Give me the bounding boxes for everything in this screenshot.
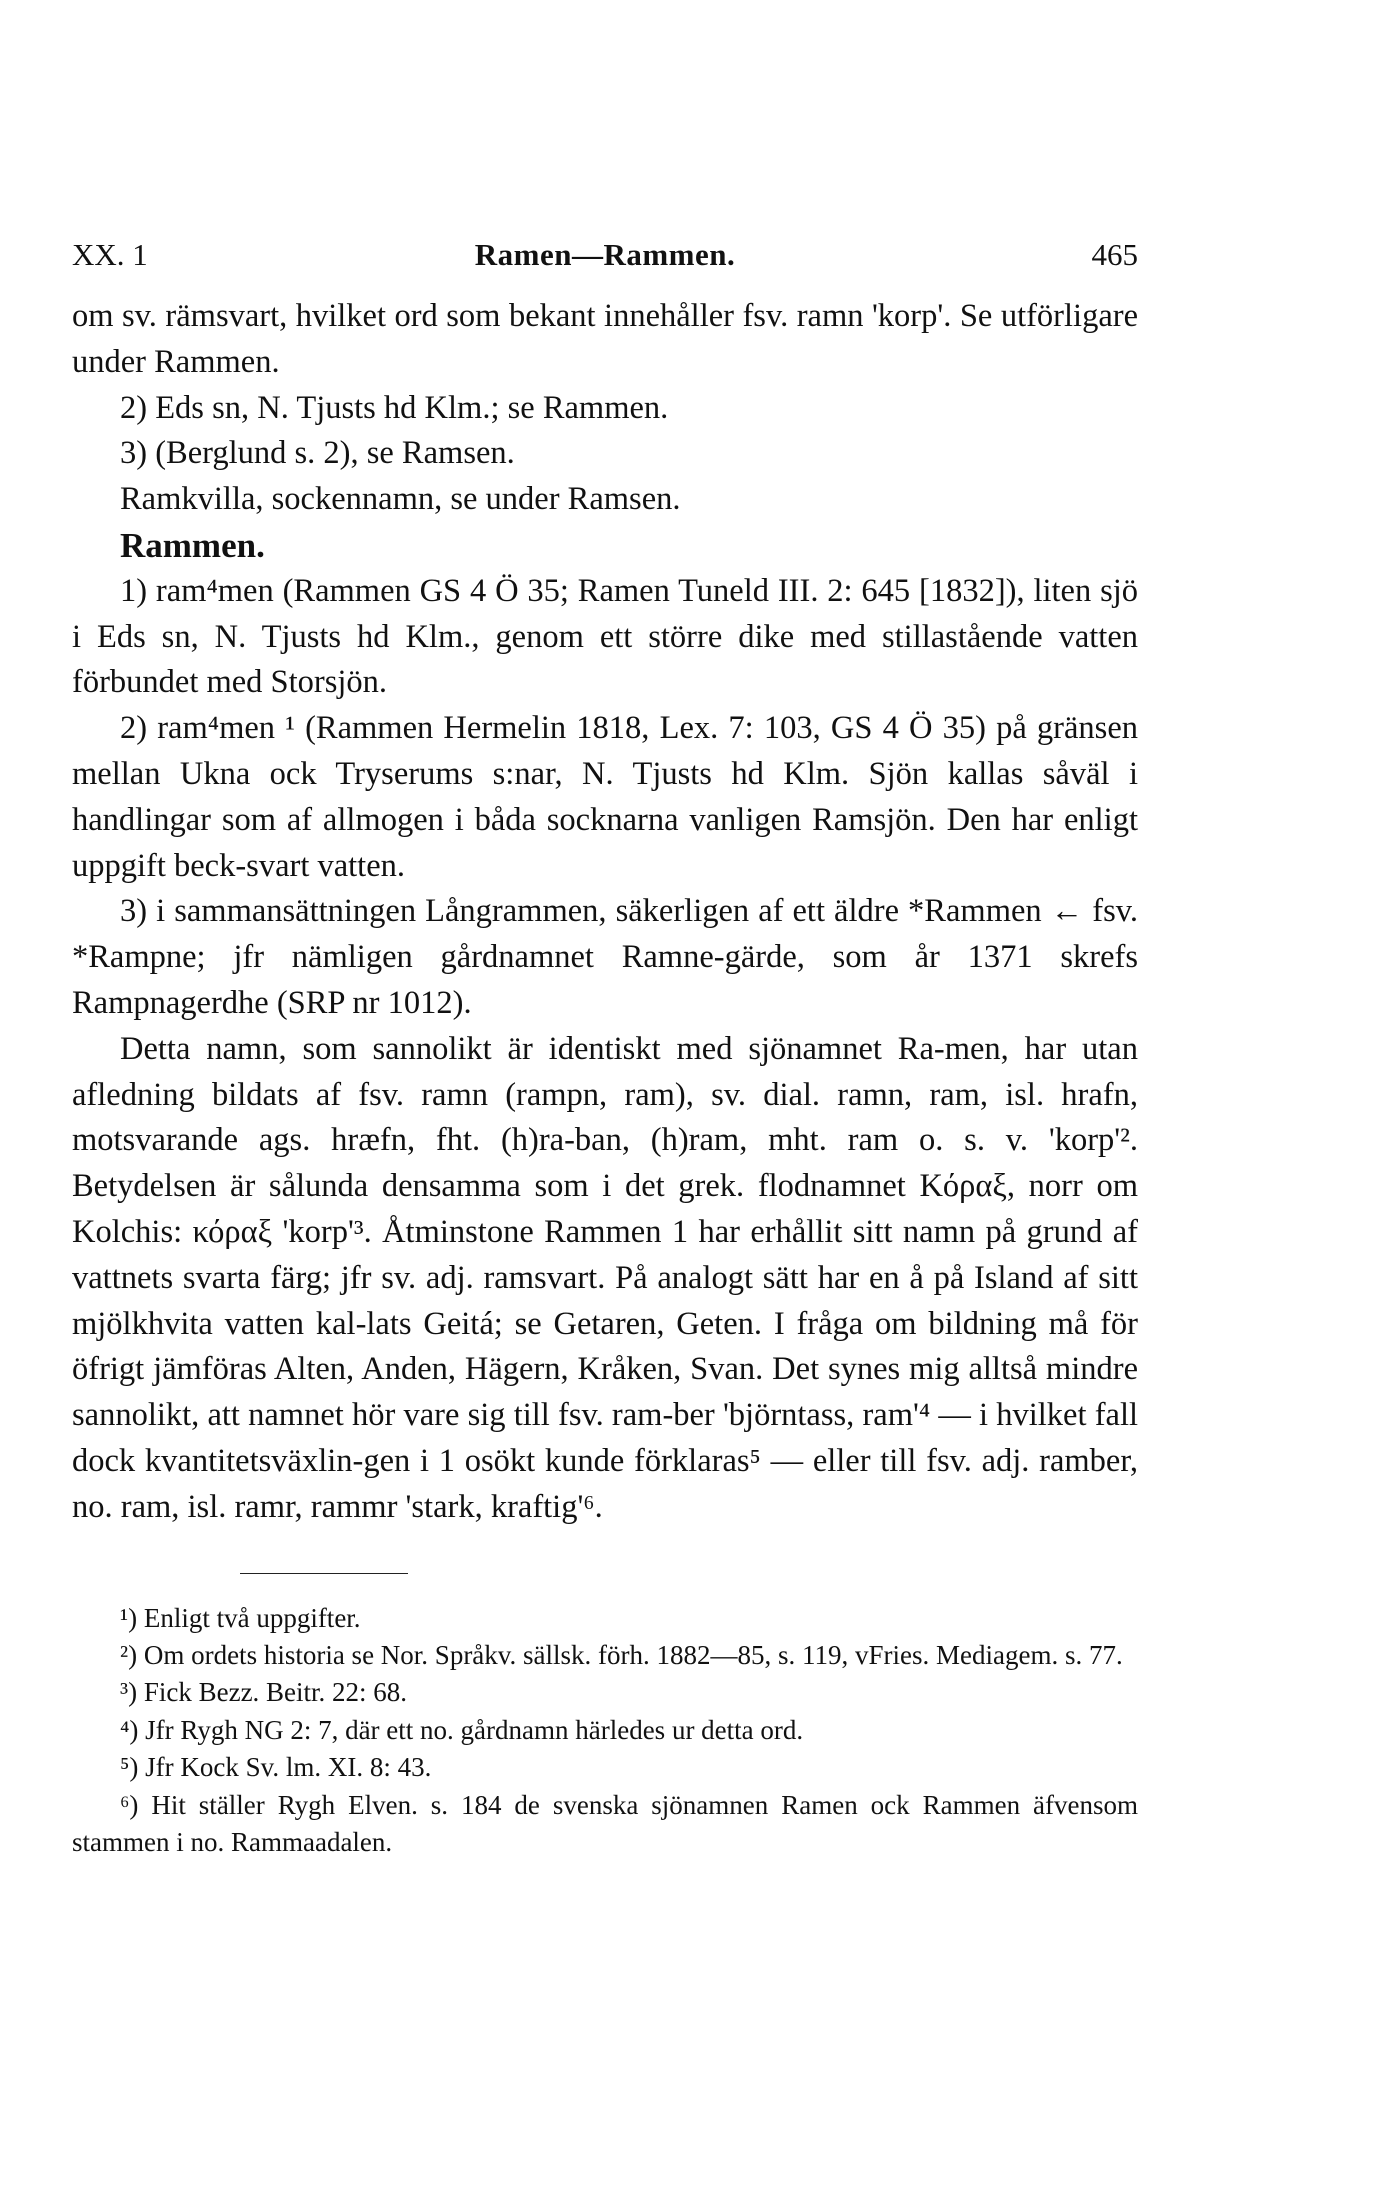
paragraph-continuation: om sv. rämsvart, hvilket ord som bekant innehåller fsv. ramn 'korp'. Se utförligare under Rammen. <box>72 298 1138 380</box>
paragraph-rammen-3: 3) i sammansättningen Långrammen, säkerligen af ett äldre *Rammen ← fsv. *Rampne; jfr nämligen gårdnamnet Ramne-gärde, som år 1371 skrefs Rampnagerdhe (SRP nr 1012). <box>72 893 1138 1021</box>
page-title: Ramen—Rammen. <box>474 237 736 272</box>
book-page <box>72 232 1138 1861</box>
lemma-heading: Rammen. <box>120 525 265 565</box>
footnote-divider <box>240 1573 408 1574</box>
paragraph-eds: 2) Eds sn, N. Tjusts hd Klm.; se Rammen. <box>120 389 669 426</box>
footnotes <box>72 1600 1138 1862</box>
paragraph-berglund: 3) (Berglund s. 2), se Ramsen. <box>120 435 515 472</box>
page-number: 465 <box>1091 237 1138 272</box>
footnote-6: ⁶) Hit ställer Rygh Elven. s. 184 de svenska sjönamnen Ramen ock Rammen äfvensom stammen i no. Rammaadalen. <box>72 1789 1138 1857</box>
section-number: XX. 1 <box>72 237 148 272</box>
footnote-2: ²) Om ordets historia se Nor. Språkv. sällsk. förh. 1882—85, s. 119, vFries. Mediagem. s. 77. <box>120 1639 1123 1670</box>
paragraph-ramkvilla: Ramkvilla, sockennamn, se under Ramsen. <box>120 481 681 518</box>
paragraph-rammen-1: 1) ram⁴men (Rammen GS 4 Ö 35; Ramen Tuneld III. 2: 645 [1832]), liten sjö i Eds sn, N. Tjusts hd Klm., genom ett större dike med stillastående vatten förbundet med Storsjön. <box>72 572 1138 701</box>
footnote-4: ⁴) Jfr Rygh NG 2: 7, där ett no. gårdnamn härledes ur detta ord. <box>120 1714 804 1745</box>
paragraph-etymology: Detta namn, som sannolikt är identiskt med sjönamnet Ra-men, har utan afledning bildats af fsv. ramn (rampn, ram), sv. dial. ramn, ram, isl. hrafn, motsvarande ags. hræfn, fht. (h)ra-ban, (h)ram, mht. ram o. s. v. 'korp'². Betydelsen är sålunda densamma som i det grek. flodnamnet Κόραξ, norr om Kolchis: κόραξ 'korp'³. Åtminstone Rammen 1 har erhållit sitt namn på grund af vattnets svarta färg; jfr sv. adj. ramsvart. På analogt sätt har en å på Island af sitt mjölkhvita vatten kal-lats Geitá; se Getaren, Geten. I fråga om bildning må för öfrigt jämföras Alten, Anden, Hägern, Kråken, Svan. Det synes mig alltså mindre sannolikt, att namnet hör vare sig till fsv. ram-ber 'björntass, ram'⁴ — i hvilket fall dock kvantitetsväxlin-gen i 1 osökt kunde förklaras⁵ — eller till fsv. adj. ramber, no. ram, isl. ramr, rammr 'stark, kraftig'⁶. <box>72 1030 1138 1525</box>
footnote-1: ¹) Enligt två uppgifter. <box>120 1602 361 1633</box>
paragraph-rammen-2: 2) ram⁴men ¹ (Rammen Hermelin 1818, Lex. 7: 103, GS 4 Ö 35) på gränsen mellan Ukna ock Tryserums s:nar, N. Tjusts hd Klm. Sjön kallas såväl i handlingar som af allmogen i båda socknarna vanligen Ramsjön. Den har enligt uppgift beck-svart vatten. <box>72 710 1138 884</box>
footnote-5: ⁵) Jfr Kock Sv. lm. XI. 8: 43. <box>120 1752 432 1783</box>
footnote-3: ³) Fick Bezz. Beitr. 22: 68. <box>120 1677 408 1708</box>
running-header <box>72 232 1138 272</box>
